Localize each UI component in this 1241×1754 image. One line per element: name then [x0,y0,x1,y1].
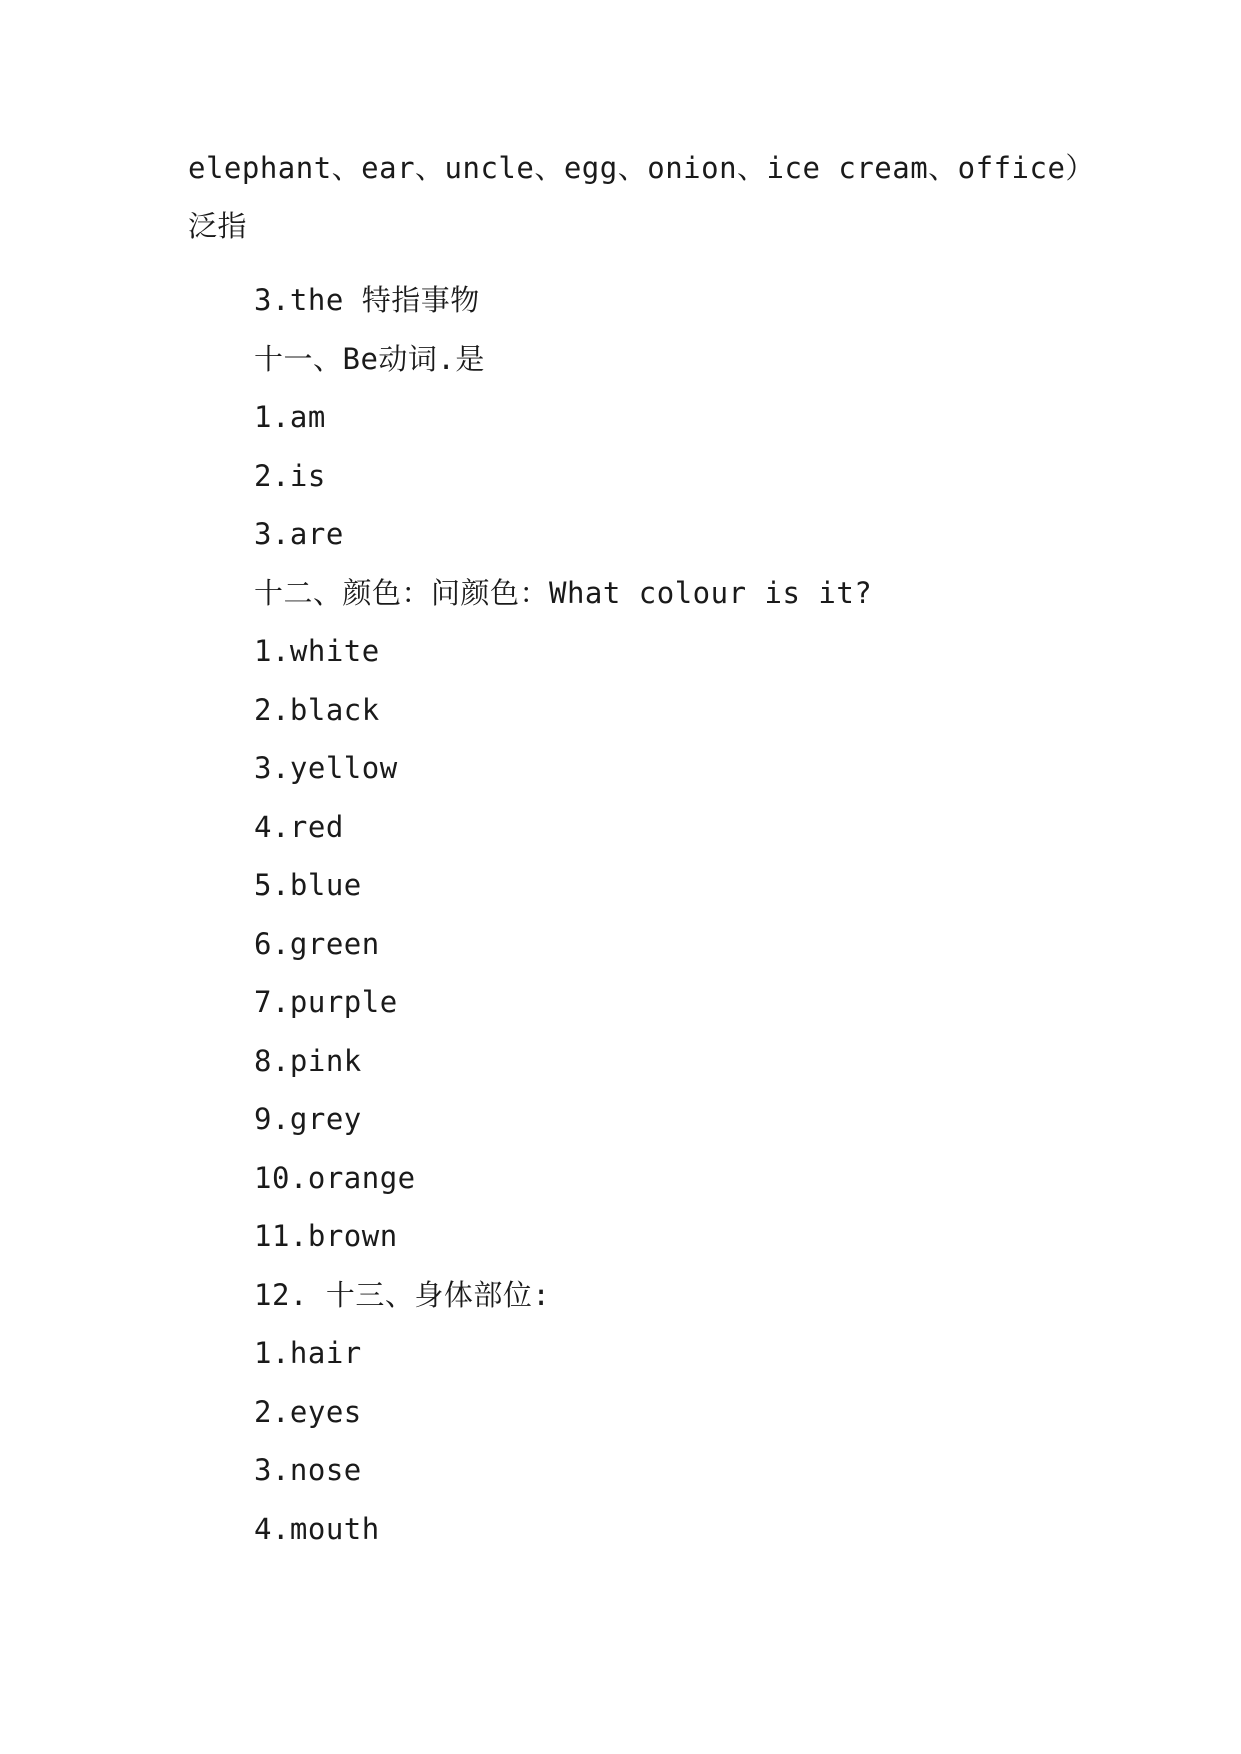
list-item-be-verb: 2.is [254,459,326,493]
list-item-body-part: 4.mouth [254,1512,380,1546]
list-item-colour: 7.purple [254,985,398,1019]
list-item-colour: 2.black [254,693,380,727]
list-item-body-part: 2.eyes [254,1395,362,1429]
section-heading-body-parts: 12. 十三、身体部位: [254,1278,551,1312]
list-item-colour: 10.orange [254,1161,416,1195]
list-item-colour: 9.grey [254,1102,362,1136]
list-item-body-part: 1.hair [254,1336,362,1370]
list-item-colour: 8.pink [254,1044,362,1078]
list-item-be-verb: 3.are [254,517,344,551]
article-an-examples-line: elephant、ear、uncle、egg、onion、ice cream、office） [188,151,1095,185]
article-the-line: 3.the 特指事物 [254,283,480,317]
list-item-colour: 5.blue [254,868,362,902]
section-heading-be-verbs: 十一、Be动词.是 [254,342,485,376]
article-an-note: 泛指 [188,209,248,243]
list-item-colour: 11.brown [254,1219,398,1253]
list-item-colour: 3.yellow [254,751,398,785]
list-item-be-verb: 1.am [254,400,326,434]
list-item-body-part: 3.nose [254,1453,362,1487]
list-item-colour: 1.white [254,634,380,668]
list-item-colour: 4.red [254,810,344,844]
section-heading-colours: 十二、颜色：问颜色：What colour is it? [254,576,873,610]
list-item-colour: 6.green [254,927,380,961]
